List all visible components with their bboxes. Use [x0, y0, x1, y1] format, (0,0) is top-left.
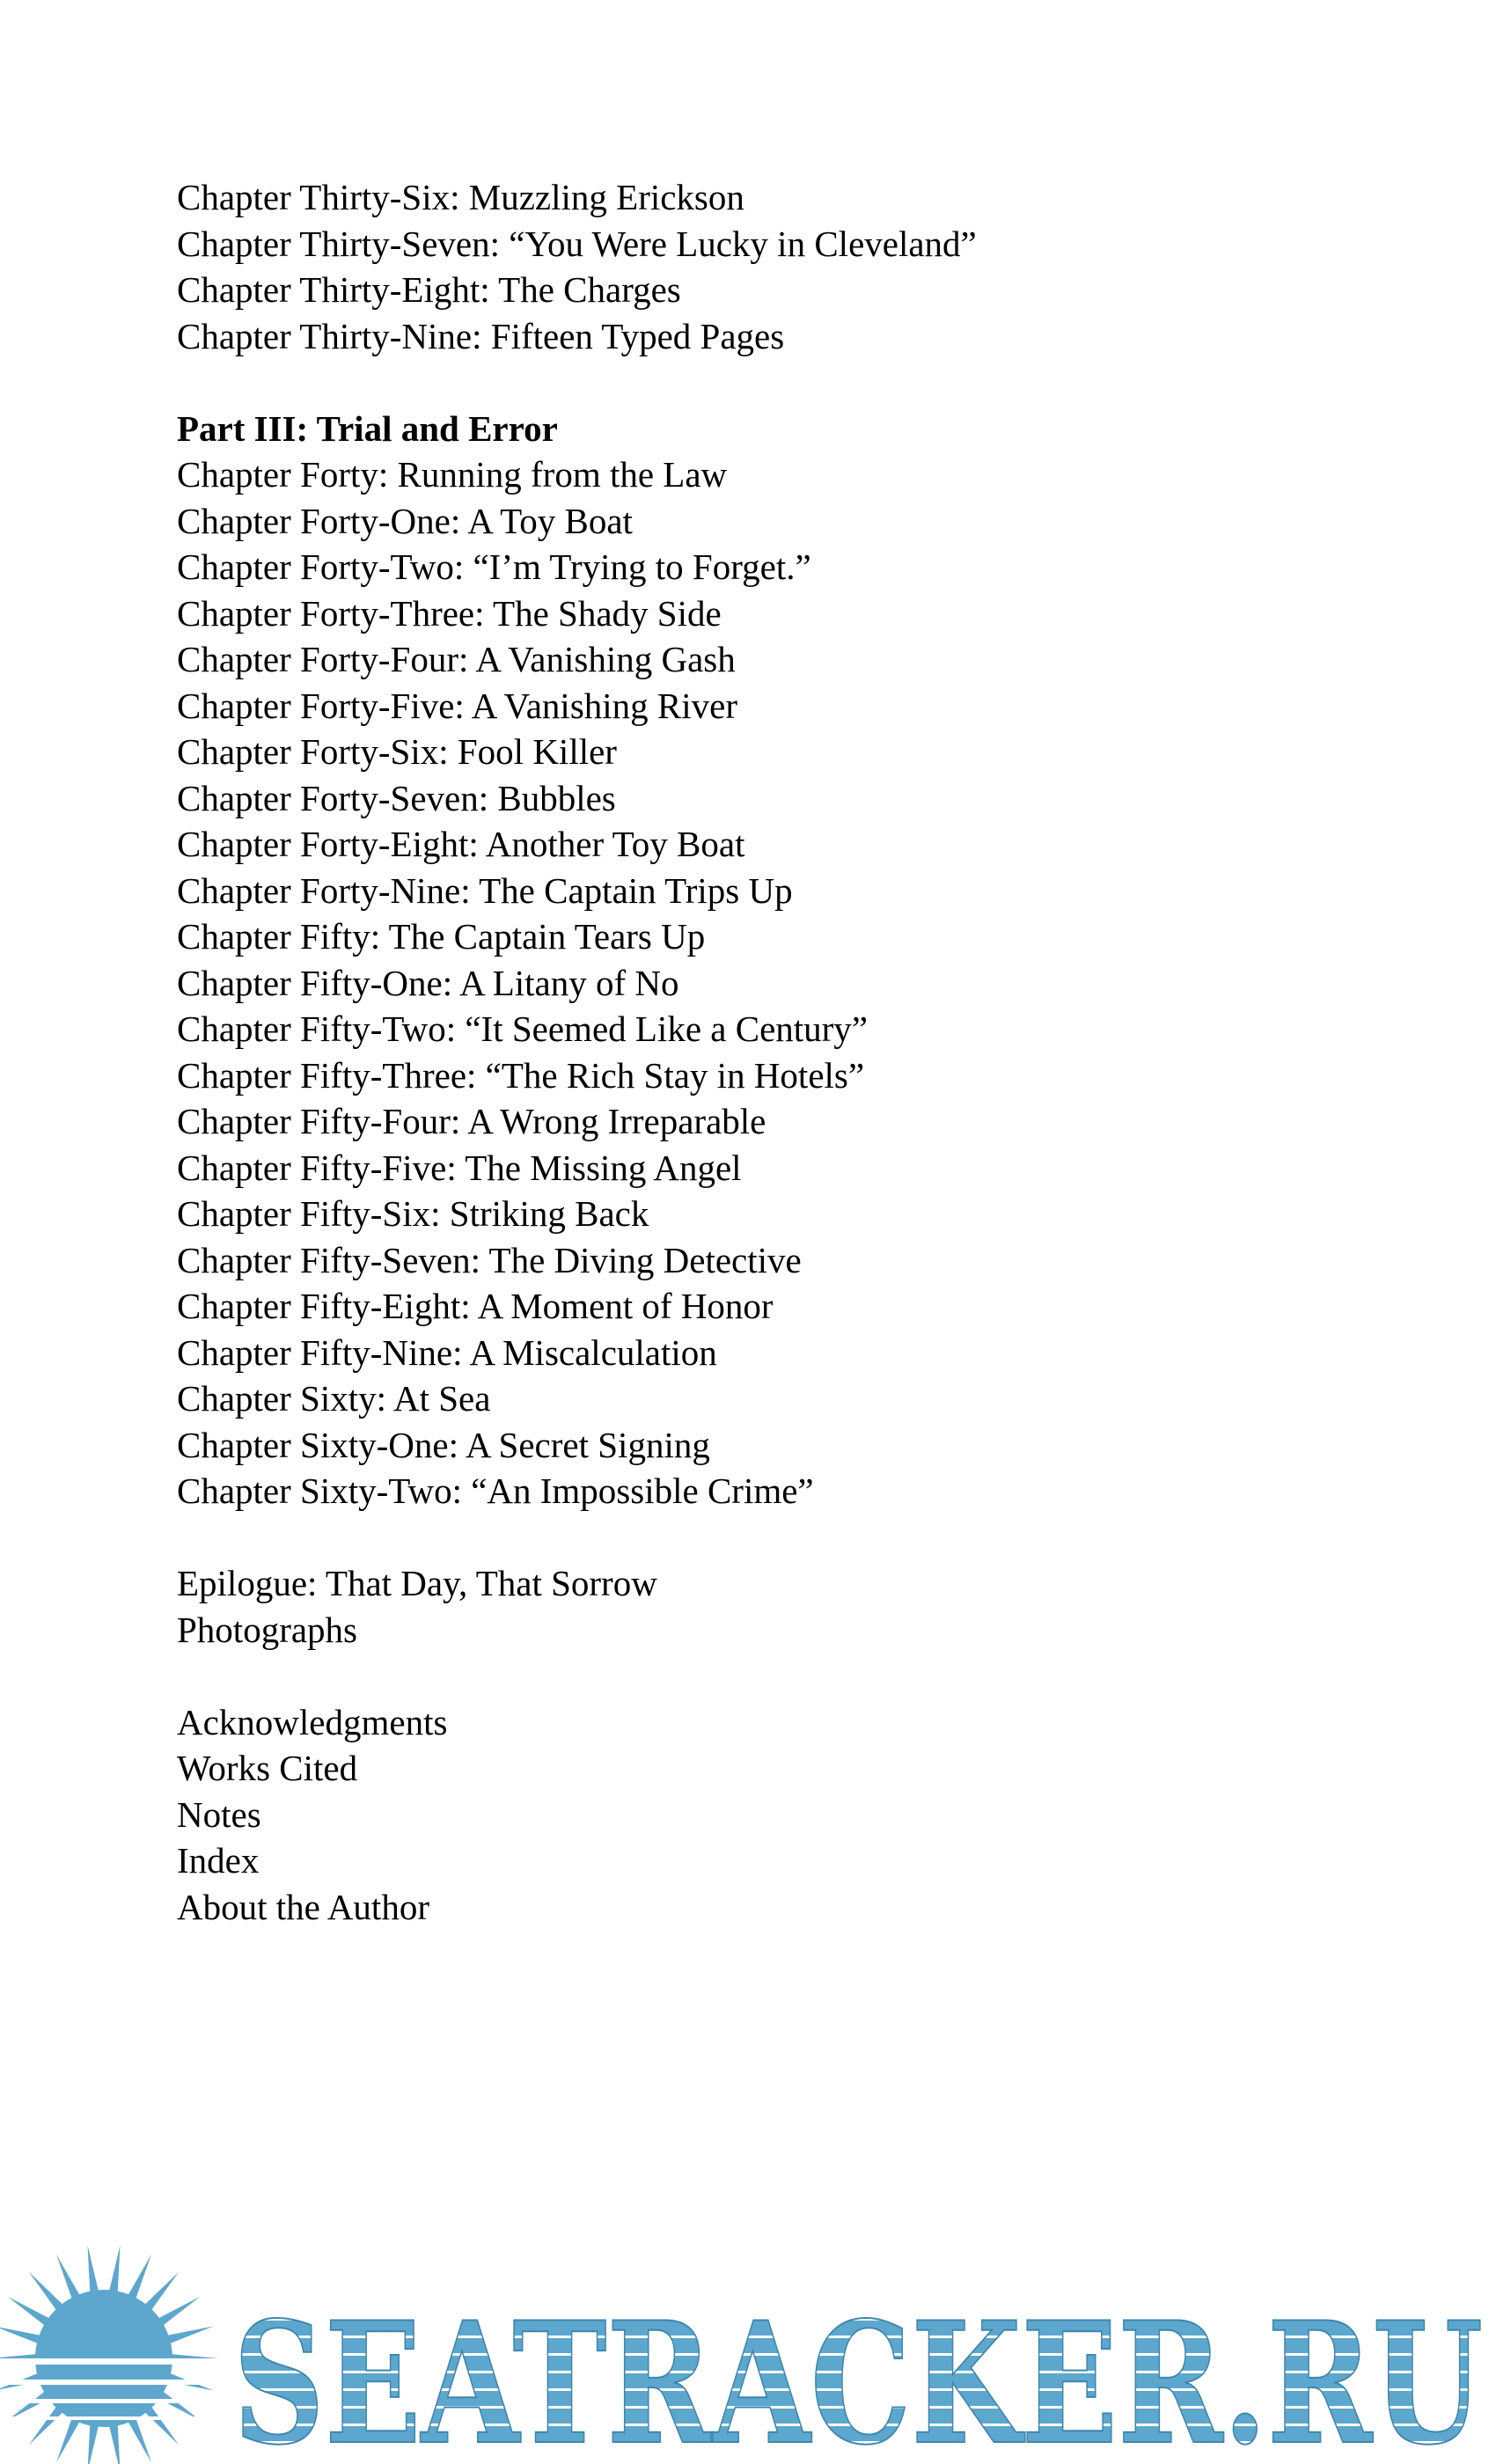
- toc-entry: Chapter Fifty-Four: A Wrong Irreparable: [177, 1101, 766, 1141]
- spacer: [177, 1514, 1321, 1561]
- toc-entry: Chapter Fifty: The Captain Tears Up: [177, 916, 706, 957]
- toc-entry: Chapter Forty-Three: The Shady Side: [177, 592, 722, 634]
- spacer: [177, 1653, 1321, 1699]
- toc-entry: Chapter Sixty: At Sea: [177, 1378, 491, 1419]
- watermark: [0, 2235, 1496, 2464]
- toc-entry: Works Cited: [177, 1748, 358, 1788]
- toc-entry: Chapter Forty-Six: Fool Killer: [177, 731, 617, 772]
- toc-entry: Chapter Thirty-Nine: Fifteen Typed Pages: [177, 315, 785, 356]
- toc-entry: Chapter Fifty-Nine: A Miscalculation: [177, 1331, 717, 1373]
- toc-entry: Chapter Forty-One: A Toy Boat: [177, 500, 633, 541]
- toc-entry: Chapter Forty-Nine: The Captain Trips Up: [177, 869, 793, 911]
- toc-entry: Epilogue: That Day, That Sorrow: [177, 1563, 657, 1603]
- sun-over-sea-icon: [0, 2245, 229, 2464]
- toc-entry: Chapter Sixty-Two: “An Impossible Crime”: [177, 1470, 814, 1511]
- toc-entry: Chapter Thirty-Eight: The Charges: [177, 269, 681, 310]
- toc-entry: Chapter Fifty-Three: “The Rich Stay in Hotels”: [177, 1054, 865, 1096]
- toc-entry: About the Author: [177, 1886, 429, 1927]
- toc-entry: Chapter Fifty-Two: “It Seemed Like a Century”: [177, 1008, 869, 1049]
- toc-group-part-iii: [177, 451, 1321, 1514]
- toc-entry: Chapter Sixty-One: A Secret Signing: [177, 1424, 710, 1465]
- toc-entry: Chapter Forty: Running from the Law: [177, 454, 728, 495]
- toc-group-chapters-36-39: [177, 174, 1321, 359]
- toc-entry: Index: [177, 1840, 260, 1881]
- toc-entry: Chapter Forty-Eight: Another Toy Boat: [177, 824, 745, 864]
- toc-entry: Notes: [177, 1793, 261, 1835]
- toc-entry: Chapter Fifty-Seven: The Diving Detective: [177, 1239, 802, 1280]
- toc-entry: Chapter Forty-Four: A Vanishing Gash: [177, 639, 736, 679]
- toc-entry: Chapter Fifty-Six: Striking Back: [177, 1193, 649, 1234]
- toc-entry: Chapter Forty-Seven: Bubbles: [177, 777, 616, 818]
- toc-entry: Chapter Fifty-Eight: A Moment of Honor: [177, 1286, 774, 1326]
- toc-group-epilogue: [177, 1560, 1321, 1653]
- table-of-contents: [177, 174, 1321, 1930]
- toc-entry: Chapter Fifty-Five: The Missing Angel: [177, 1147, 742, 1188]
- part-heading: Part III: Trial and Error: [177, 407, 558, 449]
- spacer: [177, 359, 1321, 406]
- toc-entry: Chapter Fifty-One: A Litany of No: [177, 962, 679, 1003]
- watermark-text: SEATRACKER.RU: [233, 2285, 1483, 2464]
- toc-entry: Chapter Thirty-Seven: “You Were Lucky in Cleveland”: [177, 223, 977, 264]
- toc-entry: Chapter Forty-Five: A Vanishing River: [177, 685, 738, 726]
- toc-entry: Acknowledgments: [177, 1701, 448, 1742]
- toc-entry: Photographs: [177, 1609, 357, 1650]
- toc-entry: Chapter Forty-Two: “I’m Trying to Forget.”: [177, 546, 811, 587]
- toc-entry: Chapter Thirty-Six: Muzzling Erickson: [177, 177, 744, 217]
- toc-group-back-matter: [177, 1699, 1321, 1931]
